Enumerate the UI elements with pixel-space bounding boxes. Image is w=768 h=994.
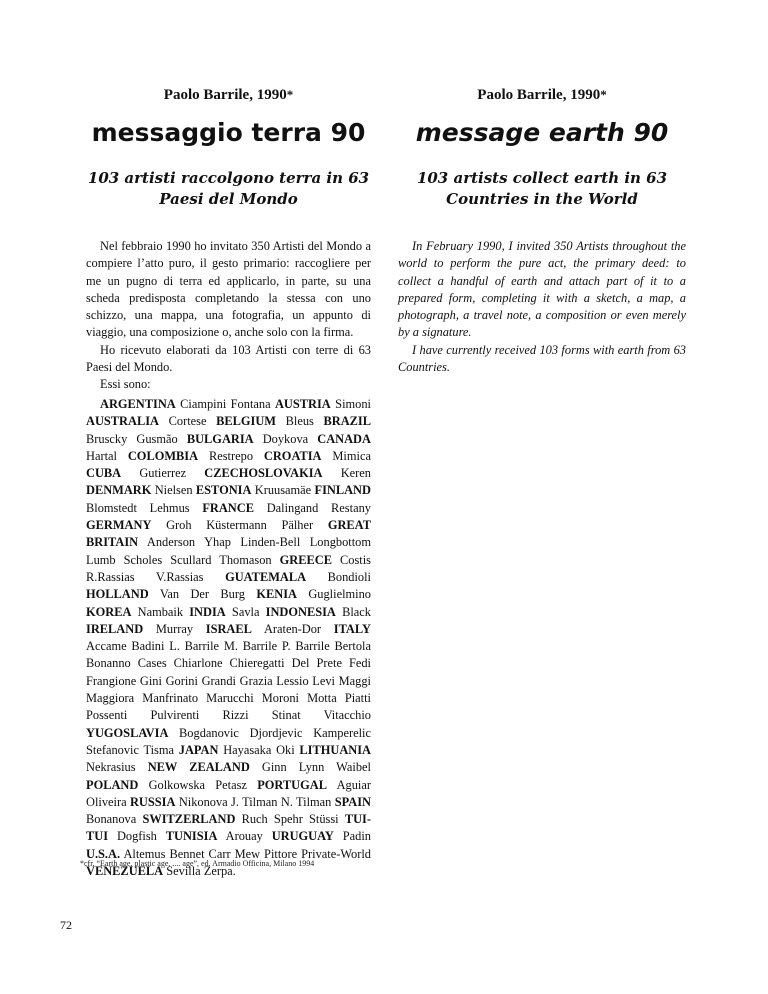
artist-names: Simoni xyxy=(335,397,371,411)
subtitle-line: 103 artisti raccolgono terra in 63 xyxy=(87,169,370,187)
paragraph: Essi sono: xyxy=(100,377,151,392)
country-name: CROATIA xyxy=(263,448,322,463)
country-name: FRANCE xyxy=(202,500,254,515)
artist-names: Bondioli xyxy=(327,569,371,584)
artist-names: Gutierrez xyxy=(139,466,187,481)
artist-names: Sevilla Zerpa. xyxy=(166,864,236,879)
intro-text xyxy=(86,238,371,394)
country-name: AUSTRIA xyxy=(274,397,331,411)
artist-names: Ruch Spehr Stüssi xyxy=(241,812,339,827)
country-name: CZECHOSLOVAKIA xyxy=(204,466,323,481)
country-name: TUNISIA xyxy=(165,829,218,844)
author-footnote-mark: * xyxy=(286,87,294,102)
country-name: KENIA xyxy=(256,587,297,602)
subtitle-line: Paesi del Mondo xyxy=(159,190,298,208)
country-name: NEW ZEALAND xyxy=(147,760,250,775)
paragraph: In February 1990, I invited 350 Artists throughout the world to perform the pure act, the primary deed: to collect a handful of earth and attach part of it to a prepared form, completing it with a sketch, a map, a photograph, a travel note, a composition or even merely by a signature. xyxy=(398,239,686,340)
country-name: TUI-TUI xyxy=(86,812,371,844)
artist-names: Restrepo xyxy=(208,448,254,463)
artist-names: Groh Küstermann Pälher xyxy=(166,518,314,533)
artist-names: Bruscky Gusmão xyxy=(86,431,178,446)
artist-names: Padin xyxy=(342,829,372,844)
country-name: GREAT BRITAIN xyxy=(86,518,371,550)
artist-names: Golkowska Petasz xyxy=(148,777,247,792)
artist-names: Guglielmino xyxy=(308,587,371,602)
country-name: ARGENTINA xyxy=(100,397,176,411)
country-name: POLAND xyxy=(86,777,139,792)
artist-names: Blomstedt Lehmus xyxy=(86,500,190,515)
country-artist-paragraph xyxy=(86,396,371,880)
artist-names: Aguiar Oliveira xyxy=(86,777,371,809)
country-name: JAPAN xyxy=(178,742,219,757)
artist-names: Nambaik xyxy=(137,604,184,619)
country-name: GREECE xyxy=(279,552,332,567)
country-name: ISRAEL xyxy=(205,621,252,636)
artist-list xyxy=(86,396,371,880)
artist-names: Bonanova xyxy=(86,812,137,827)
country-name: ESTONIA xyxy=(195,483,252,498)
country-name: BELGIUM xyxy=(216,414,276,429)
author-line xyxy=(398,87,686,104)
country-name: SPAIN xyxy=(334,794,371,809)
artist-names: Anderson Yhap Linden-Bell Longbottom Lumb Scholes Scullard Thomason xyxy=(86,535,372,567)
artist-names: Dalingand Restany xyxy=(266,500,371,515)
author-name: Paolo Barrile, 1990 xyxy=(477,87,601,103)
article-subtitle xyxy=(86,168,371,210)
paragraph: Nel febbraio 1990 ho invitato 350 Artisti del Mondo a compiere l’atto puro, il gesto primario: raccogliere per me un pugno di terra ed applicarlo, in parte, su una scheda predisposta completando la stessa con uno schizzo, una mappa, una fotografia, un appunto di viaggio, una composizione o, anche solo con la firma. xyxy=(86,239,371,340)
country-name: RUSSIA xyxy=(129,794,176,809)
artist-names: Mimica xyxy=(332,448,371,463)
artist-names: Black xyxy=(342,604,371,619)
author-footnote-mark: * xyxy=(600,87,607,102)
article-subtitle xyxy=(398,168,686,210)
country-name: HOLLAND xyxy=(86,587,149,602)
page-number: 72 xyxy=(60,918,72,932)
artist-names: Accame Badini L. Barrile M. Barrile P. Barrile Bertola Bonanno Cases Chiarlone Chieregatti Del Prete Fedi Frangione Gini Gorini Grandi Grazia Lessio Levi Maggi Maggiora Manfrinato Marucchi Moroni Motta Piatti Possenti Pulvirenti Rizzi Stinat Vitacchio xyxy=(86,639,371,723)
artist-names: Nekrasius xyxy=(86,760,136,775)
paragraph: I have currently received 103 forms with earth from 63 Countries. xyxy=(398,342,686,375)
subtitle-line: 103 artists collect earth in 63 xyxy=(416,169,668,187)
artist-names: Nikonova J. Tilman N. Tilman xyxy=(178,794,332,809)
artist-names: Nielsen xyxy=(154,483,193,498)
country-name: YUGOSLAVIA xyxy=(86,725,169,740)
country-name: LITHUANIA xyxy=(299,742,372,757)
country-name: FINLAND xyxy=(314,483,371,498)
country-name: COLOMBIA xyxy=(127,448,199,463)
artist-names: Savla xyxy=(231,604,260,619)
country-name: ITALY xyxy=(333,621,371,636)
author-line xyxy=(86,87,371,104)
country-name: DENMARK xyxy=(86,483,152,498)
artist-names: Bogdanovic Djordjevic Kamperelic Stefanovic Tisma xyxy=(86,725,371,757)
artist-names: Keren xyxy=(340,466,371,481)
footnote: *cfr. “Earth age, plastic age, .... age”, ed. Armadio Officina, Milano 1994 xyxy=(80,859,315,868)
artist-names: Hayasaka Oki xyxy=(223,742,295,757)
intro-text xyxy=(398,238,686,376)
artist-names: Altemus Bennet Carr Mew Pittore Private-World xyxy=(123,846,371,861)
artist-names: Araten-Dor xyxy=(263,621,322,636)
artist-names: Murray xyxy=(155,621,194,636)
artist-names: Costis R.Rassias V.Rassias xyxy=(86,552,371,584)
country-name: VENEZUELA xyxy=(86,864,164,879)
country-name: KOREA xyxy=(86,604,132,619)
article-title: messaggio terra 90 xyxy=(91,118,366,147)
country-name: BULGARIA xyxy=(186,431,254,446)
country-name: URUGUAY xyxy=(271,829,334,844)
country-name: BRAZIL xyxy=(323,414,371,429)
country-name: U.S.A. xyxy=(86,846,121,861)
artist-names: Ginn Lynn Waibel xyxy=(261,760,371,775)
author-name: Paolo Barrile, 1990 xyxy=(163,87,287,103)
country-name: CUBA xyxy=(86,466,122,481)
country-name: CANADA xyxy=(317,431,371,446)
artist-names: Ciampini Fontana xyxy=(180,397,271,411)
artist-names: Arouay xyxy=(225,829,263,844)
country-name: PORTUGAL xyxy=(257,777,327,792)
artist-names: Doykova xyxy=(262,431,309,446)
country-name: SWITZERLAND xyxy=(142,812,236,827)
artist-names: Hartal xyxy=(86,448,117,463)
country-name: GUATEMALA xyxy=(225,569,307,584)
artist-names: Van Der Burg xyxy=(159,587,245,602)
artist-names: Dogfish xyxy=(116,829,157,844)
article-title: message earth 90 xyxy=(415,118,669,147)
subtitle-line: Countries in the World xyxy=(446,190,638,208)
artist-names: Bleus xyxy=(285,414,314,429)
artist-names: Kruusamäe xyxy=(254,483,312,498)
country-name: AUSTRALIA xyxy=(86,414,159,429)
country-name: INDIA xyxy=(189,604,226,619)
country-name: GERMANY xyxy=(86,518,152,533)
artist-names: Cortese xyxy=(168,414,207,429)
paragraph: Ho ricevuto elaborati da 103 Artisti con terre di 63 Paesi del Mondo. xyxy=(86,342,371,375)
country-name: INDONESIA xyxy=(265,604,336,619)
country-name: IRELAND xyxy=(86,621,144,636)
